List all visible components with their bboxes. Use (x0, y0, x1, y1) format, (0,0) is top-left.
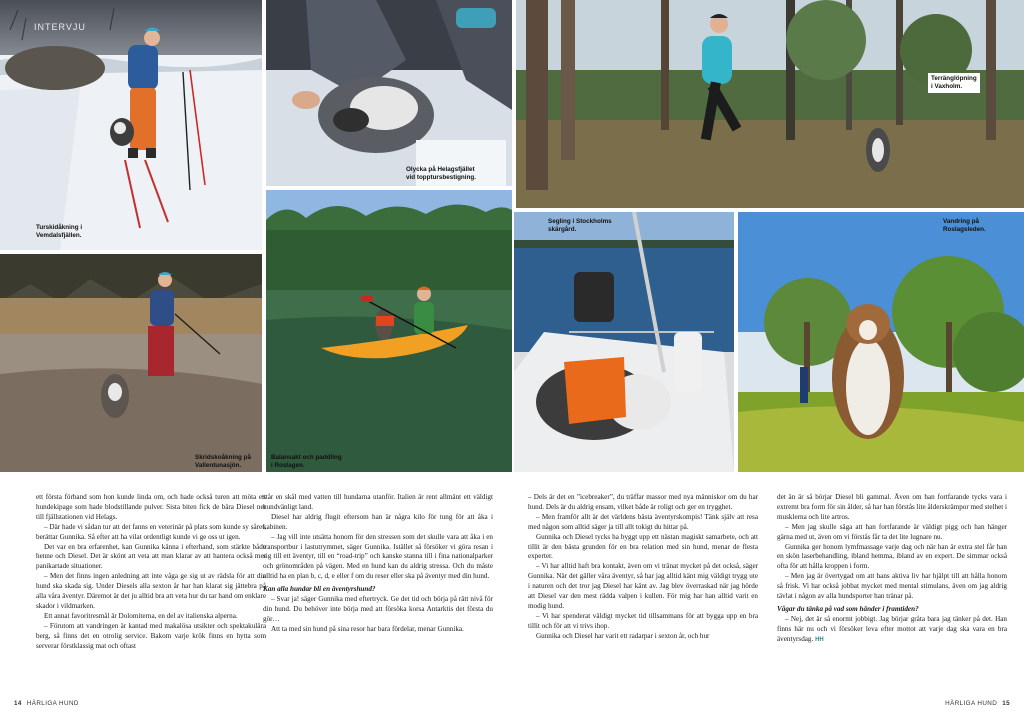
body-paragraph (528, 632, 758, 642)
photo-trail (516, 0, 1024, 208)
text-column-4 (777, 493, 1007, 646)
footer-right (945, 700, 1010, 707)
paragraph-text: Att ta med sin hund på sina resor har bara fördelar, menar Gunnika. (271, 624, 464, 633)
body-paragraph (777, 543, 1007, 573)
caption-skating: Skridskoåkning på Vallentunasjön. (195, 454, 251, 469)
paragraph-text: – Men framför allt är det världens bästa äventyrskompis! Tänk själv att resa med någon som alltid säger ja till allt tokigt du hittar på. (528, 512, 758, 531)
body-paragraph (263, 493, 493, 513)
body-paragraph (36, 523, 266, 543)
page-number-left: 14 (14, 700, 22, 707)
body-paragraph (36, 572, 266, 612)
paragraph-text: Gunnika ger honom lymfmassage varje dag och när han är extra stel får han en skön laserbehandling, ibland hemma, ibland av en expert. De simmar också ofta för att hålla kroppen i form. (777, 542, 1007, 571)
paragraph-text: Gunnika och Diesel har varit ett radarpar i sexton år, och hur (536, 631, 710, 640)
paragraph-text: Vågar du tänka på vad som händer i framtiden? (777, 604, 919, 613)
body-paragraph (777, 493, 1007, 523)
body-paragraph (263, 625, 493, 635)
magazine-title-right: HÄRLIGA HUND (945, 700, 998, 707)
paragraph-text: – Men jag skulle säga att han fortfarande är väldigt pigg och han hänger gärna med ut, även om vi förstås får ta det lite lugnare nu. (777, 522, 1007, 541)
photo-kayak (266, 190, 512, 472)
interview-question (263, 585, 493, 595)
footer-left (14, 700, 79, 707)
photo-sailing (514, 212, 734, 472)
paragraph-text: – Vi har spenderat väldigt mycket tid tillsammans för att bygga upp en bra tillit och för att vi trivs ihop. (528, 611, 758, 630)
body-paragraph (263, 595, 493, 625)
paragraph-text: – Men jag är övertygad om att hans aktiva liv har hjälpt till att hålla honom så frisk. Vi har också jobbat mycket med mental stimulans, även om jag aldrig tävlat i någon av alla hundsporter han tränar på. (777, 572, 1007, 601)
text-column-1 (36, 493, 266, 652)
paragraph-text: – Nej, det är så enormt jobbigt. Jag börjar gråta bara jag tänker på det. Han finns här nu och vi försöker leva efter mottot att varje dag ska vara en bra äventyrsdag. (777, 614, 1007, 643)
paragraph-text: det än är så börjar Diesel bli gammal. Även om han fortfarande tycks vara i extremt bra form för sin ålder, så har han förstås lite ålderskrämpor med stelhet i musklerna och lite artros. (777, 493, 1007, 521)
body-paragraph (36, 622, 266, 652)
body-paragraph (528, 533, 758, 563)
caption-sailing: Segling i Stockholms skärgård. (548, 218, 612, 233)
text-column-3 (528, 493, 758, 642)
body-paragraph (528, 612, 758, 632)
photo-skating (0, 254, 262, 472)
paragraph-text: står en skål med vatten till hundarna utanför. Italien är rent allmänt ett väldigt hundvänligt land. (263, 493, 493, 511)
body-paragraph (528, 562, 758, 612)
body-paragraph (36, 543, 266, 573)
paragraph-text: ett första förband som hon kunde linda om, och hade också turen att möta ett hundekipage som hade blodstillande pulver. Sista biten fick de bära Diesel ner till fjällstationen vid Helags. (36, 493, 266, 521)
caption-kayak: Balansakt och paddling i Roslagen. (271, 454, 342, 469)
paragraph-text: Ett annat favoritresmål är Dolomiterna, en del av italienska alperna. (44, 611, 238, 620)
section-label: INTERVJU (34, 22, 86, 32)
paragraph-text: Gunnika och Diesel tycks ha byggt upp ett nästan magiskt samarbete, och att tillit är den bästa grunden för en bra relation med sin hund, menar de flesta experter. (528, 532, 758, 561)
paragraph-text: – Där hade vi sådan tur att det fanns en veterinär på plats som kunde sy såret, berättar Gunnika. Så efter att ha vilat ordentligt kunde vi ge oss ut igen. (36, 522, 266, 541)
body-paragraph (777, 572, 1007, 602)
body-paragraph (777, 615, 1007, 646)
paragraph-text: Diesel har aldrig flugit eftersom han är några kilo för tung för att åka i kabinen. (263, 512, 493, 531)
caption-hiking: Vandring på Roslagsleden. (943, 218, 986, 233)
body-paragraph (528, 513, 758, 533)
photo-hiking (738, 212, 1024, 472)
text-column-2 (263, 493, 493, 635)
paragraph-text: – Men det finns ingen anledning att inte våga ge sig ut av rädsla för att din hund ska skada sig. Under Diesels alla sexton år har han klarat sig jättebra på alla våra äventyr. Däremot är det ju alltid bra att veta hur du tar hand om enklare skador i vildmarken. (36, 572, 266, 610)
caption-skiing: Turskidåkning i Vemdalsfjällen. (36, 224, 83, 239)
body-paragraph (528, 493, 758, 513)
paragraph-text: – Förutom att vandringen är kantad med makalösa utsikter och spektakulära berg, så finns det en otrolig service. Bakom varje krök finns en hytta som serverar förstklassig mat och oftast (36, 621, 266, 650)
paragraph-text: – Vi har alltid haft bra kontakt, även om vi tränat mycket på det också, säger Gunnika. När det gäller våra äventyr, så har jag alltid känt mig väldigt trygg ute i naturen och det tror jag Diesel har känt av. Jag blev överraskad när jag hörde att Diesel var den mest rädda valpen i kullen. För mig har han alltid varit en modig hund. (528, 562, 758, 610)
photo-accident (266, 0, 512, 186)
paragraph-text: – Dels är det en ”icebreaker”, du träffar massor med nya människor om du har hund. Dels är du aldrig ensam, vilket både är roligt och ger en trygghet. (528, 493, 758, 511)
interview-question (777, 605, 1007, 615)
end-mark: HH (815, 636, 824, 643)
body-paragraph (777, 523, 1007, 543)
caption-trail: Terränglöpning i Vaxholm. (928, 73, 980, 93)
magazine-title-left: HÄRLIGA HUND (26, 700, 79, 707)
body-paragraph (263, 533, 493, 583)
photo-skiing (0, 0, 262, 250)
body-paragraph (263, 513, 493, 533)
caption-accident: Olycka på Helagsfjället vid topptursbestigning. (406, 166, 476, 181)
paragraph-text: Det var en bra erfarenhet, kan Gunnika känna i efterhand, som stärkte både henne och Diesel. Det är skönt att veta att man klarar av att hantera också mer panikartade situationer. (36, 542, 266, 571)
paragraph-text: – Svar ja! säger Gunnika med eftertryck. Ge det tid och börja på rätt nivå för din hund. Du behöver inte börja med att försöka korsa Antarktis det första du gör… (263, 595, 493, 623)
page-number-right: 15 (1002, 700, 1010, 707)
body-paragraph (36, 612, 266, 622)
paragraph-text: Kan alla hundar bli en äventyrshund? (263, 585, 376, 594)
paragraph-text: – Jag vill inte utsätta honom för den stressen som det skulle vara att åka i en transportbur i lastutrymmet, säger Gunnika. Istället så försöker vi göra resan i sig till ett äventyr, till en “road-trip” och kanske stanna till i fina nationalparker och grönområden på vägen. Med en hund kan du aldrig stressa. Och du måste alltid ha en plan b, c, d, e eller f om du reser eller ska på äventyr med din hund. (263, 532, 493, 581)
body-paragraph (36, 493, 266, 523)
